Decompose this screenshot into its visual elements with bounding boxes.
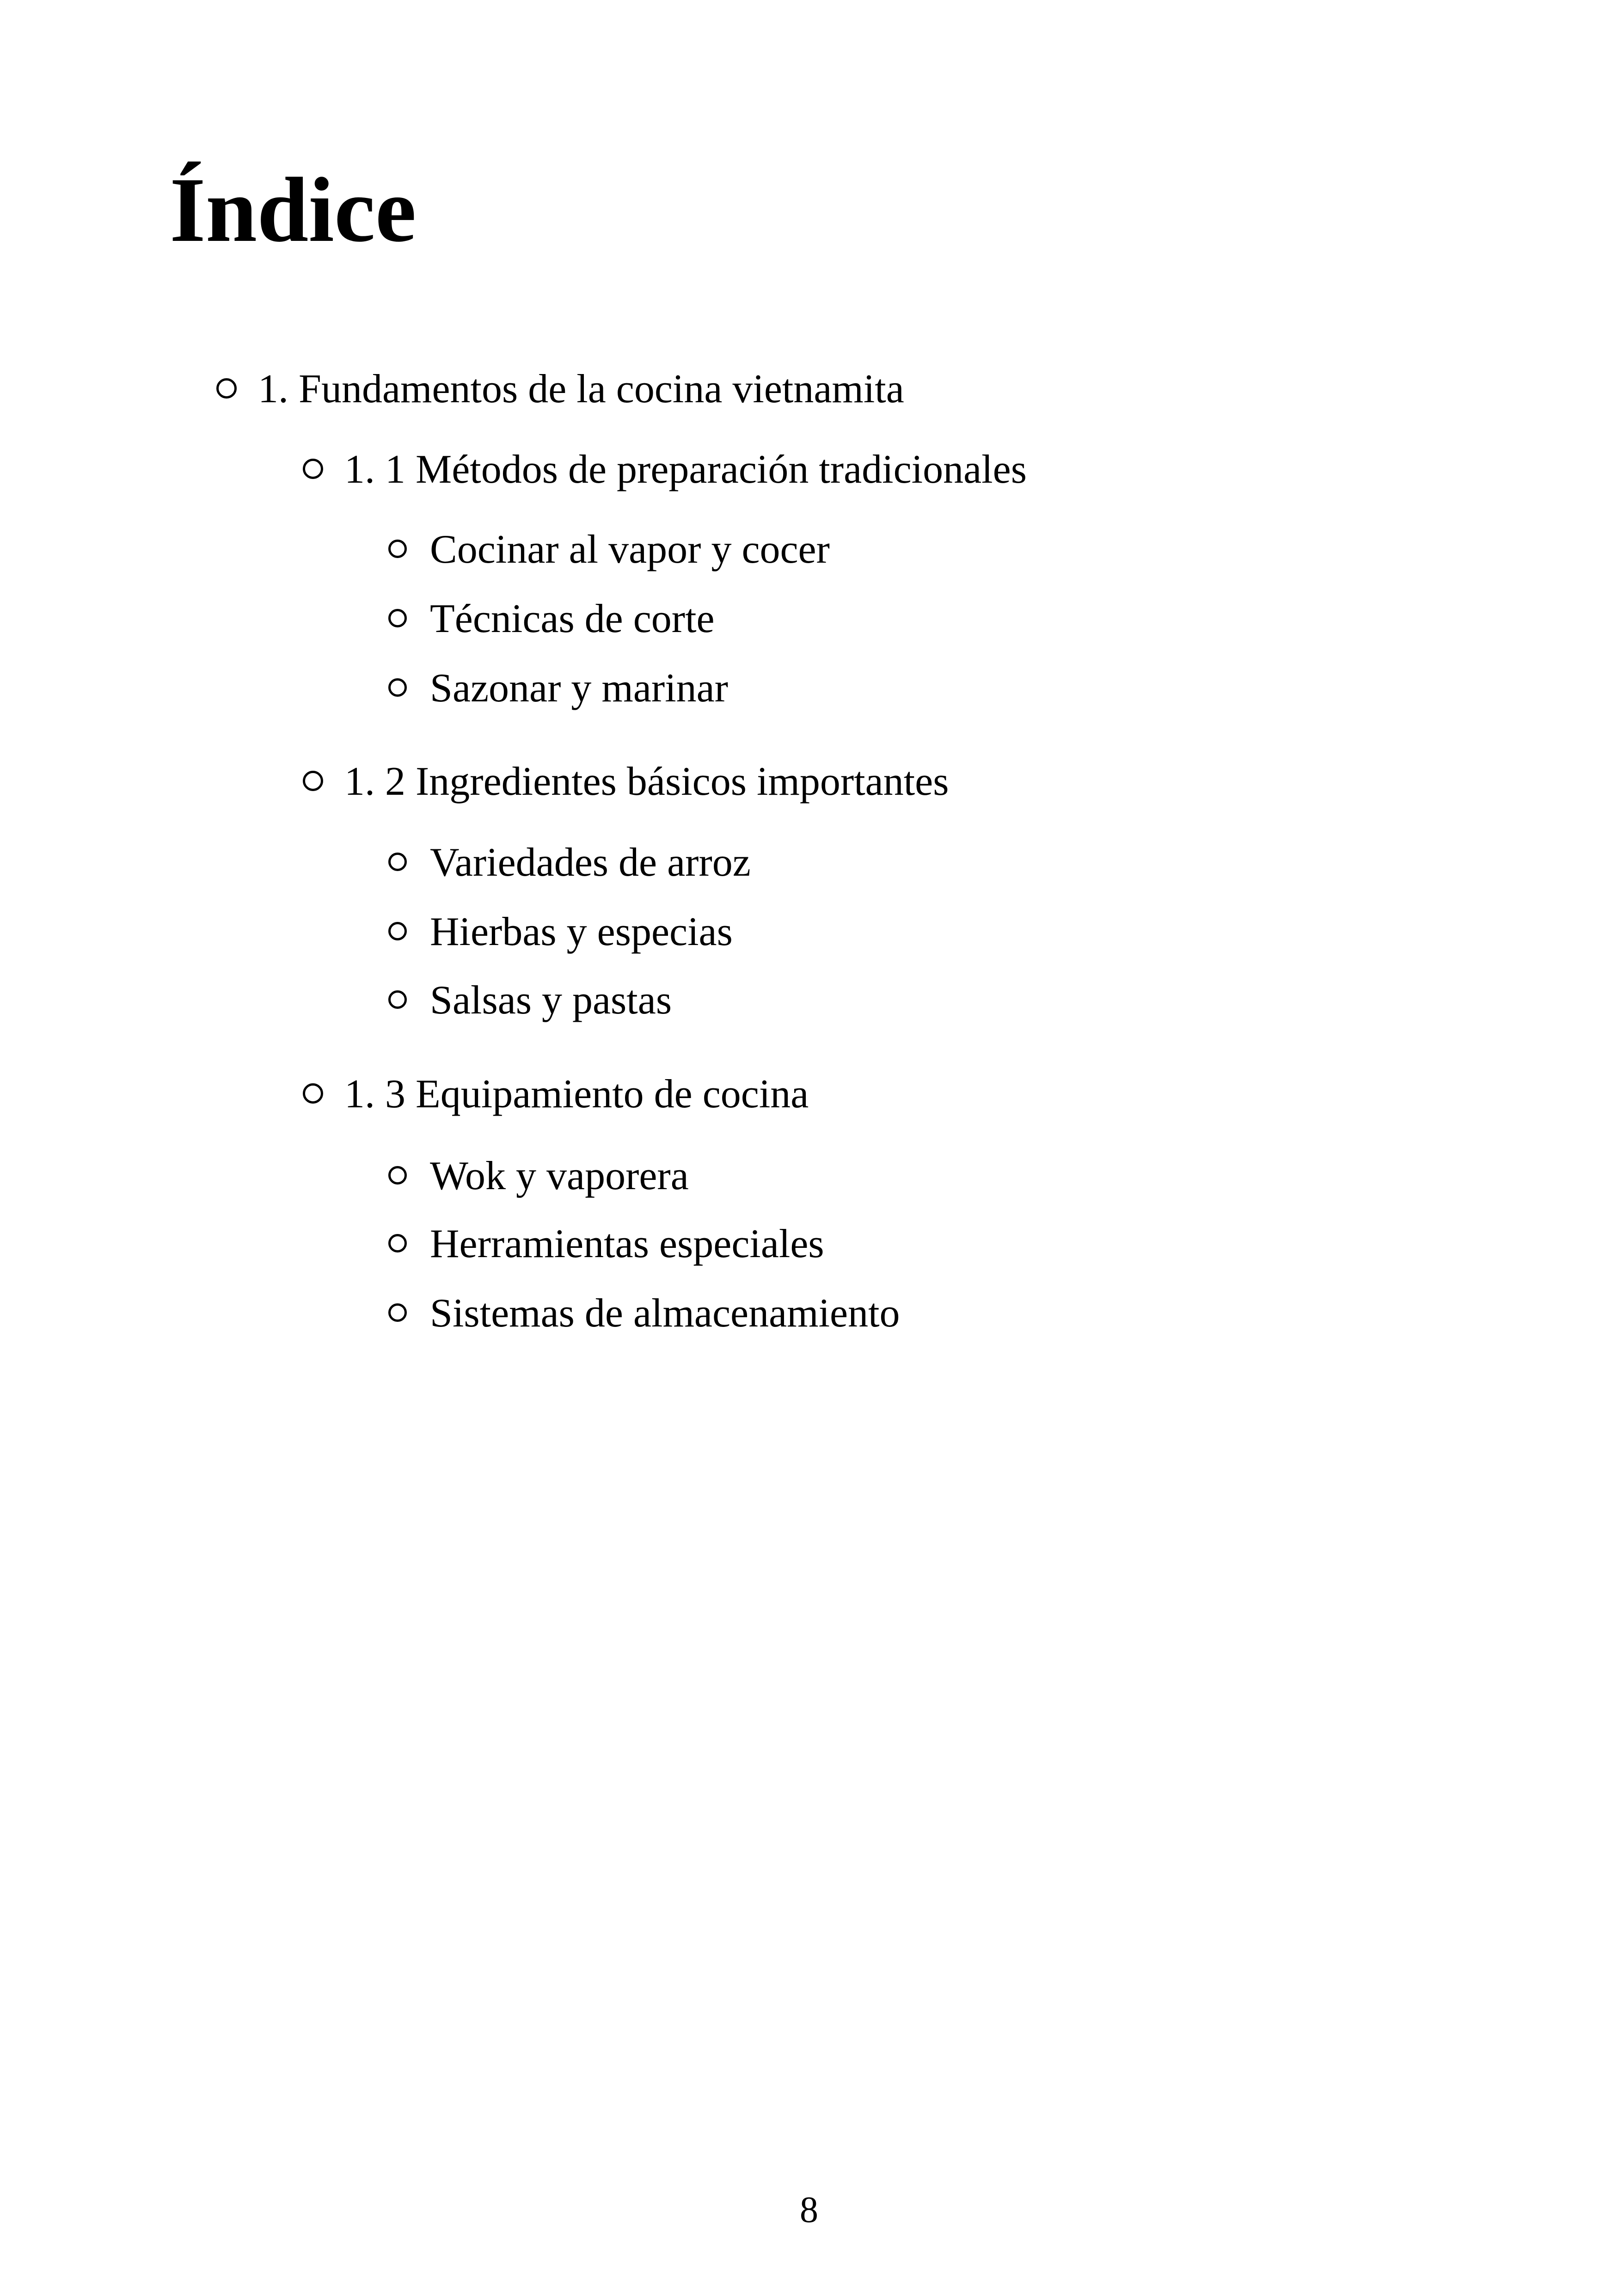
circle-bullet-icon (388, 609, 407, 627)
toc-entry-label: 1. 2 Ingredientes básicos importantes (344, 759, 949, 804)
circle-bullet-icon (388, 990, 407, 1009)
toc-entry-label: Cocinar al vapor y cocer (430, 527, 830, 572)
page-number: 8 (800, 2190, 818, 2230)
circle-bullet-icon (388, 922, 407, 940)
toc-entry-label: 1. 3 Equipamiento de cocina (344, 1072, 809, 1117)
circle-bullet-icon (388, 1234, 407, 1252)
circle-bullet-icon (388, 1166, 407, 1185)
toc-entry-label: Sistemas de almacenamiento (430, 1291, 900, 1336)
circle-bullet-icon (388, 540, 407, 558)
page-title: Índice (170, 159, 417, 261)
toc-entry-label: Variedades de arroz (430, 840, 751, 885)
toc-entry-label: Herramientas especiales (430, 1222, 824, 1266)
toc-entry-label: Sazonar y marinar (430, 666, 729, 711)
circle-bullet-icon (303, 1083, 323, 1104)
circle-bullet-icon (388, 678, 407, 697)
toc-entry-label: Técnicas de corte (430, 596, 715, 641)
toc-entry-label: Hierbas y especias (430, 909, 733, 954)
circle-bullet-icon (216, 378, 237, 399)
circle-bullet-icon (388, 1303, 407, 1322)
circle-bullet-icon (303, 771, 323, 791)
toc-entry-label: 1. 1 Métodos de preparación tradicionales (344, 447, 1027, 492)
circle-bullet-icon (388, 853, 407, 871)
toc-entry-label: Wok y vaporera (430, 1154, 689, 1198)
circle-bullet-icon (303, 459, 323, 479)
toc-entry-label: 1. Fundamentos de la cocina vietnamita (258, 367, 904, 411)
toc-entry-label: Salsas y pastas (430, 978, 672, 1023)
